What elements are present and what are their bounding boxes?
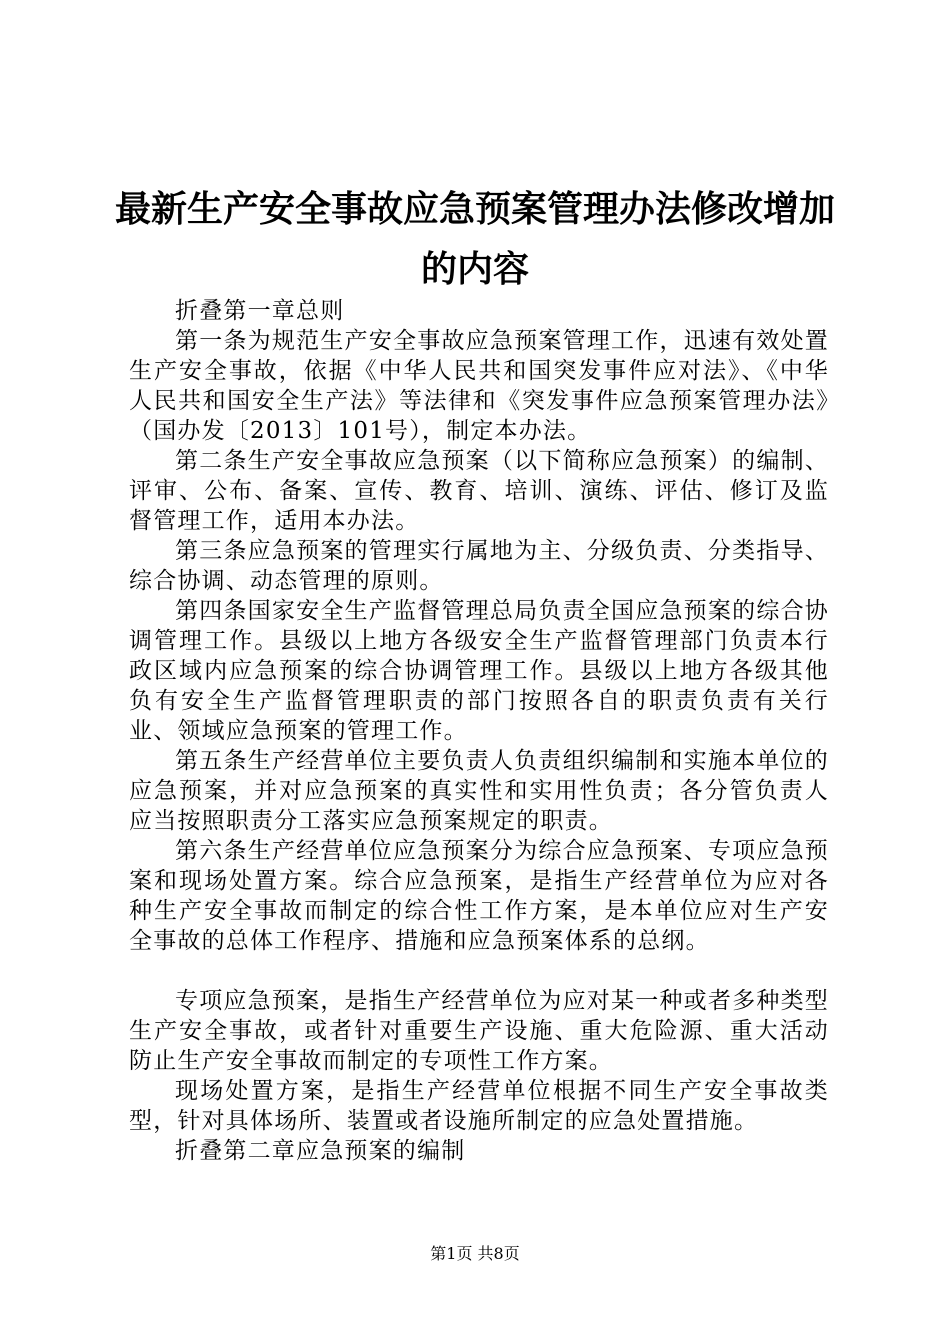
chapter-heading: 折叠第二章应急预案的编制 (175, 1138, 466, 1164)
article-paragraph: 第三条应急预案的管理实行属地为主、分级负责、分类指导、综合协调、动态管理的原则。 (129, 538, 829, 594)
article-paragraph: 第五条生产经营单位主要负责人负责组织编制和实施本单位的应急预案，并对应急预案的真实性和实用性负责；各分管负责人应当按照职责分工落实应急预案规定的职责。 (129, 748, 829, 834)
article-paragraph: 第四条国家安全生产监督管理总局负责全国应急预案的综合协调管理工作。县级以上地方各级安全生产监督管理部门负责本行政区域内应急预案的综合协调管理工作。县级以上地方各级其他负有安全生产监督管理职责的部门按照各自的职责负责有关行业、领域应急预案的管理工作。 (129, 598, 829, 744)
article-paragraph: 第二条生产安全事故应急预案（以下简称应急预案）的编制、评审、公布、备案、宣传、教育、培训、演练、评估、修订及监督管理工作，适用本办法。 (129, 448, 829, 534)
chapter-heading: 折叠第一章总则 (175, 298, 345, 324)
document-title: 最新生产安全事故应急预案管理办法修改增加的内容 (114, 189, 835, 290)
document-body (129, 296, 829, 1166)
page-number-footer: 第1页 共8页 (430, 1244, 520, 1263)
article-paragraph: 现场处置方案，是指生产经营单位根据不同生产安全事故类型，针对具体场所、装置或者设施所制定的应急处置措施。 (129, 1078, 829, 1134)
article-paragraph: 专项应急预案，是指生产经营单位为应对某一种或者多种类型生产安全事故，或者针对重要生产设施、重大危险源、重大活动防止生产安全事故而制定的专项性工作方案。 (129, 988, 829, 1074)
article-paragraph: 第一条为规范生产安全事故应急预案管理工作，迅速有效处置生产安全事故，依据《中华人民共和国突发事件应对法》、《中华人民共和国安全生产法》等法律和《突发事件应急预案管理办法》（国办发〔2013〕101号），制定本办法。 (129, 328, 829, 444)
article-paragraph: 第六条生产经营单位应急预案分为综合应急预案、专项应急预案和现场处置方案。综合应急预案，是指生产经营单位为应对各种生产安全事故而制定的综合性工作方案，是本单位应对生产安全事故的总体工作程序、措施和应急预案体系的总纲。 (129, 838, 829, 954)
